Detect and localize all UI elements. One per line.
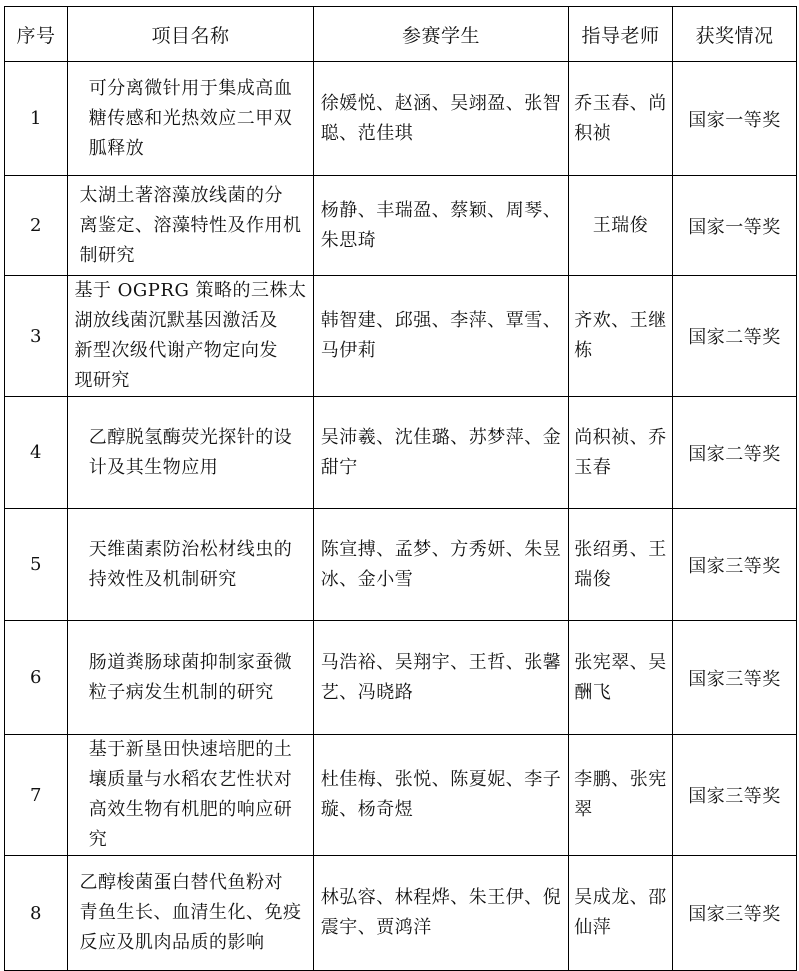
students-line: 杨静、丰瑞盈、蔡颖、周琴、 [320, 199, 562, 221]
cell-project [68, 509, 314, 621]
project-line: 壤质量与水稻农艺性状对 [88, 769, 293, 790]
advisors-line: 李鹏、张宪 [574, 769, 667, 790]
students-text [321, 196, 562, 256]
table-row [5, 276, 797, 397]
project-line: 现研究 [74, 370, 130, 391]
advisors-text [574, 89, 667, 149]
cell-award: 国家三等奖 [673, 621, 797, 735]
advisors-text [574, 306, 667, 366]
table-row [5, 176, 797, 276]
project-line: 乙醇脱氢酶荧光探针的设 [88, 426, 293, 448]
project-line: 胍释放 [88, 137, 145, 159]
cell-index: 8 [5, 856, 68, 971]
header-advisors: 指导老师 [569, 7, 673, 62]
students-text [321, 648, 562, 708]
project-line: 高效生物有机肥的响应研 [88, 799, 293, 820]
cell-award: 国家二等奖 [673, 276, 797, 397]
students-line: 徐媛悦、赵涵、吴翊盈、张智 [320, 92, 562, 114]
students-line: 马伊莉 [320, 340, 377, 361]
project-line: 粒子病发生机制的研究 [88, 681, 274, 703]
table-row [5, 62, 797, 176]
project-line: 可分离微针用于集成高血 [88, 77, 293, 99]
table-header [5, 7, 797, 62]
cell-index: 1 [5, 62, 68, 176]
students-text [321, 883, 562, 943]
table-row [5, 397, 797, 509]
cell-project [68, 276, 314, 397]
advisors-line: 乔玉春、尚 [574, 92, 667, 114]
advisors-text [574, 765, 667, 825]
advisors-line: 尚积祯、乔 [574, 426, 667, 448]
students-line: 陈宣搏、孟梦、方秀妍、朱昱 [320, 538, 562, 560]
cell-students [314, 735, 569, 856]
project-line: 天维菌素防治松材线虫的 [88, 538, 293, 560]
project-text [89, 535, 293, 595]
project-line: 太湖土著溶藻放线菌的分 [79, 184, 283, 206]
students-line: 林弘容、林程烨、朱王伊、倪 [320, 887, 562, 908]
students-text [321, 306, 562, 366]
header-students: 参赛学生 [314, 7, 569, 62]
students-line: 马浩裕、吴翔宇、王哲、张馨 [320, 651, 562, 673]
students-line: 吴沛羲、沈佳璐、苏梦萍、金 [320, 426, 562, 448]
project-line: 新型次级代谢产物定向发 [74, 340, 278, 361]
students-line: 艺、冯晓路 [320, 681, 414, 703]
cell-advisors [569, 176, 673, 276]
cell-index: 2 [5, 176, 68, 276]
students-line: 朱思琦 [320, 229, 377, 251]
project-line: 乙醇梭菌蛋白替代鱼粉对 [79, 872, 283, 893]
cell-index: 7 [5, 735, 68, 856]
cell-award: 国家一等奖 [673, 62, 797, 176]
cell-index: 3 [5, 276, 68, 397]
students-line: 杜佳梅、张悦、陈夏妮、李子 [320, 769, 562, 790]
cell-project [68, 621, 314, 735]
project-line: 计及其生物应用 [88, 456, 219, 478]
cell-award: 国家一等奖 [673, 176, 797, 276]
table-row [5, 509, 797, 621]
cell-project [68, 176, 314, 276]
cell-award: 国家二等奖 [673, 397, 797, 509]
cell-advisors [569, 856, 673, 971]
cell-index: 6 [5, 621, 68, 735]
project-text [89, 648, 293, 708]
project-line: 湖放线菌沉默基因激活及 [74, 310, 278, 331]
cell-award: 国家三等奖 [673, 735, 797, 856]
cell-project [68, 856, 314, 971]
header-index: 序号 [5, 7, 68, 62]
cell-students [314, 856, 569, 971]
advisors-text [593, 211, 649, 241]
advisors-line: 瑞俊 [574, 568, 612, 590]
cell-students [314, 621, 569, 735]
advisors-line: 仙萍 [574, 917, 612, 938]
advisors-text [574, 535, 667, 595]
students-text [321, 535, 562, 595]
project-line: 肠道粪肠球菌抑制家蚕微 [88, 651, 293, 673]
advisors-text [574, 423, 667, 483]
advisors-line: 吴成龙、邵 [574, 887, 667, 908]
cell-students [314, 62, 569, 176]
project-line: 基于新垦田快速培肥的土 [88, 739, 293, 760]
cell-advisors [569, 621, 673, 735]
cell-advisors [569, 735, 673, 856]
table-row [5, 621, 797, 735]
students-text [321, 765, 562, 825]
cell-advisors [569, 62, 673, 176]
project-text [89, 74, 293, 164]
project-line: 究 [88, 829, 108, 850]
cell-index: 4 [5, 397, 68, 509]
cell-award: 国家三等奖 [673, 856, 797, 971]
advisors-line: 翠 [574, 799, 593, 820]
students-line: 韩智建、邱强、李萍、覃雪、 [320, 310, 562, 331]
table-body [5, 62, 797, 971]
students-line: 聪、范佳琪 [320, 122, 414, 144]
cell-students [314, 176, 569, 276]
advisors-text [574, 648, 667, 708]
project-line: 离鉴定、溶藻特性及作用机 [79, 214, 302, 236]
advisors-line: 酬飞 [574, 681, 612, 703]
cell-project [68, 397, 314, 509]
awards-table [4, 6, 797, 971]
advisors-line: 玉春 [574, 456, 612, 478]
advisors-line: 积祯 [574, 122, 612, 144]
students-line: 璇、杨奇煜 [320, 799, 414, 820]
header-award: 获奖情况 [673, 7, 797, 62]
header-project: 项目名称 [68, 7, 314, 62]
cell-index: 5 [5, 509, 68, 621]
students-line: 震宇、贾鸿洋 [320, 917, 432, 938]
project-text [80, 868, 302, 958]
advisors-line: 张绍勇、王 [574, 538, 667, 560]
header-row [5, 7, 797, 62]
students-line: 甜宁 [320, 456, 358, 478]
project-line: 反应及肌肉品质的影响 [79, 932, 265, 953]
table-row [5, 856, 797, 971]
project-line: 基于 OGPRG 策略的三株太 [74, 280, 307, 301]
project-line: 青鱼生长、血清生化、免疫 [79, 902, 302, 923]
cell-project [68, 62, 314, 176]
advisors-line: 王瑞俊 [592, 214, 649, 236]
cell-award: 国家三等奖 [673, 509, 797, 621]
cell-advisors [569, 397, 673, 509]
table-row [5, 735, 797, 856]
advisors-text [574, 883, 667, 943]
project-text [89, 735, 293, 855]
advisors-line: 齐欢、王继 [574, 310, 667, 331]
cell-students [314, 509, 569, 621]
advisors-line: 栋 [574, 340, 593, 361]
cell-advisors [569, 509, 673, 621]
students-line: 冰、金小雪 [320, 568, 414, 590]
project-text [89, 423, 293, 483]
cell-project [68, 735, 314, 856]
cell-students [314, 276, 569, 397]
students-text [321, 89, 562, 149]
project-line: 制研究 [79, 244, 135, 266]
advisors-line: 张宪翠、吴 [574, 651, 667, 673]
cell-students [314, 397, 569, 509]
project-line: 糖传感和光热效应二甲双 [88, 107, 293, 129]
students-text [321, 423, 562, 483]
project-text [74, 276, 306, 396]
project-line: 持效性及机制研究 [88, 568, 237, 590]
project-text [80, 181, 302, 271]
cell-advisors [569, 276, 673, 397]
